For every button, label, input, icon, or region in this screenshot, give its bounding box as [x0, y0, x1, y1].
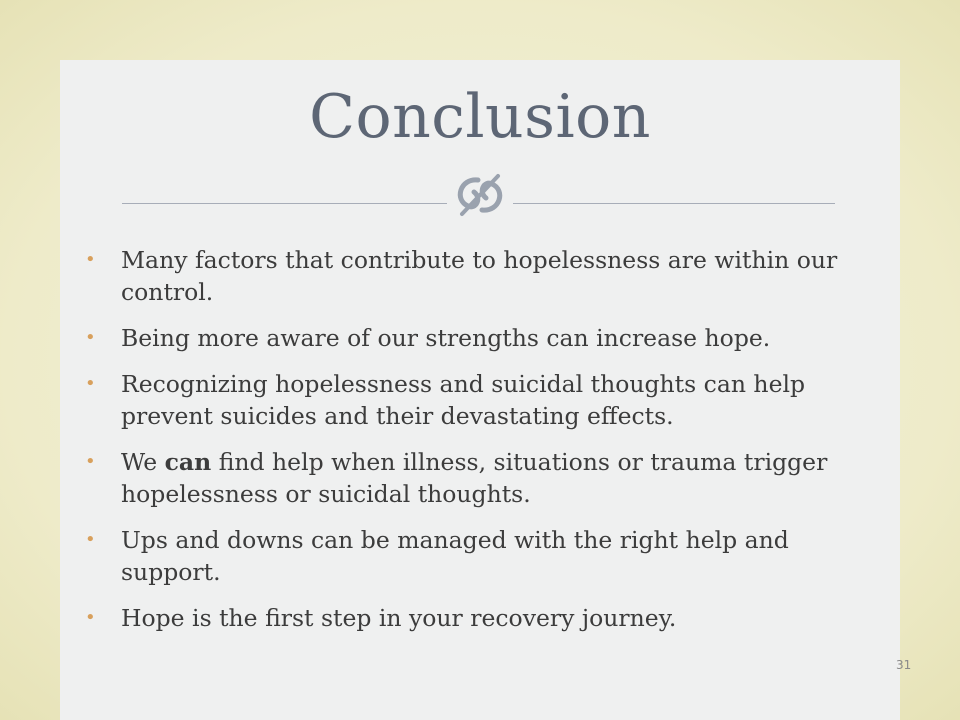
bullet-item [85, 322, 875, 354]
bullet-item [85, 524, 875, 588]
bullet-item [85, 446, 875, 510]
bullet-emphasis: can [164, 448, 212, 476]
bullet-list [85, 244, 875, 648]
bullet-text: Many factors that contribute to hopelessness are within our control. [121, 246, 838, 306]
bullet-marker: • [85, 451, 96, 472]
bullet-text: Hope is the first step in your recovery journey. [121, 604, 677, 632]
bullet-marker: • [85, 529, 96, 550]
title-divider-right [513, 203, 835, 204]
bullet-text-post: find help when illness, situations or trauma trigger hopelessness or suicidal thoughts. [121, 448, 828, 508]
slide-title: Conclusion [309, 82, 651, 152]
bullet-marker: • [85, 607, 96, 628]
bullet-item [85, 602, 875, 634]
title-divider-left [122, 203, 447, 204]
bullet-item [85, 244, 875, 308]
bullet-item [85, 368, 875, 432]
bullet-text-pre: We [121, 448, 165, 476]
bullet-text: Being more aware of our strengths can increase hope. [121, 324, 771, 352]
page-number: 31 [896, 658, 912, 672]
bullet-marker: • [85, 249, 96, 270]
swash-flourish-icon [448, 170, 512, 220]
bullet-text: Ups and downs can be managed with the right help and support. [121, 526, 789, 586]
bullet-text: Recognizing hopelessness and suicidal thoughts can help prevent suicides and their devastating effects. [121, 370, 806, 430]
bullet-marker: • [85, 327, 96, 348]
bullet-marker: • [85, 373, 96, 394]
